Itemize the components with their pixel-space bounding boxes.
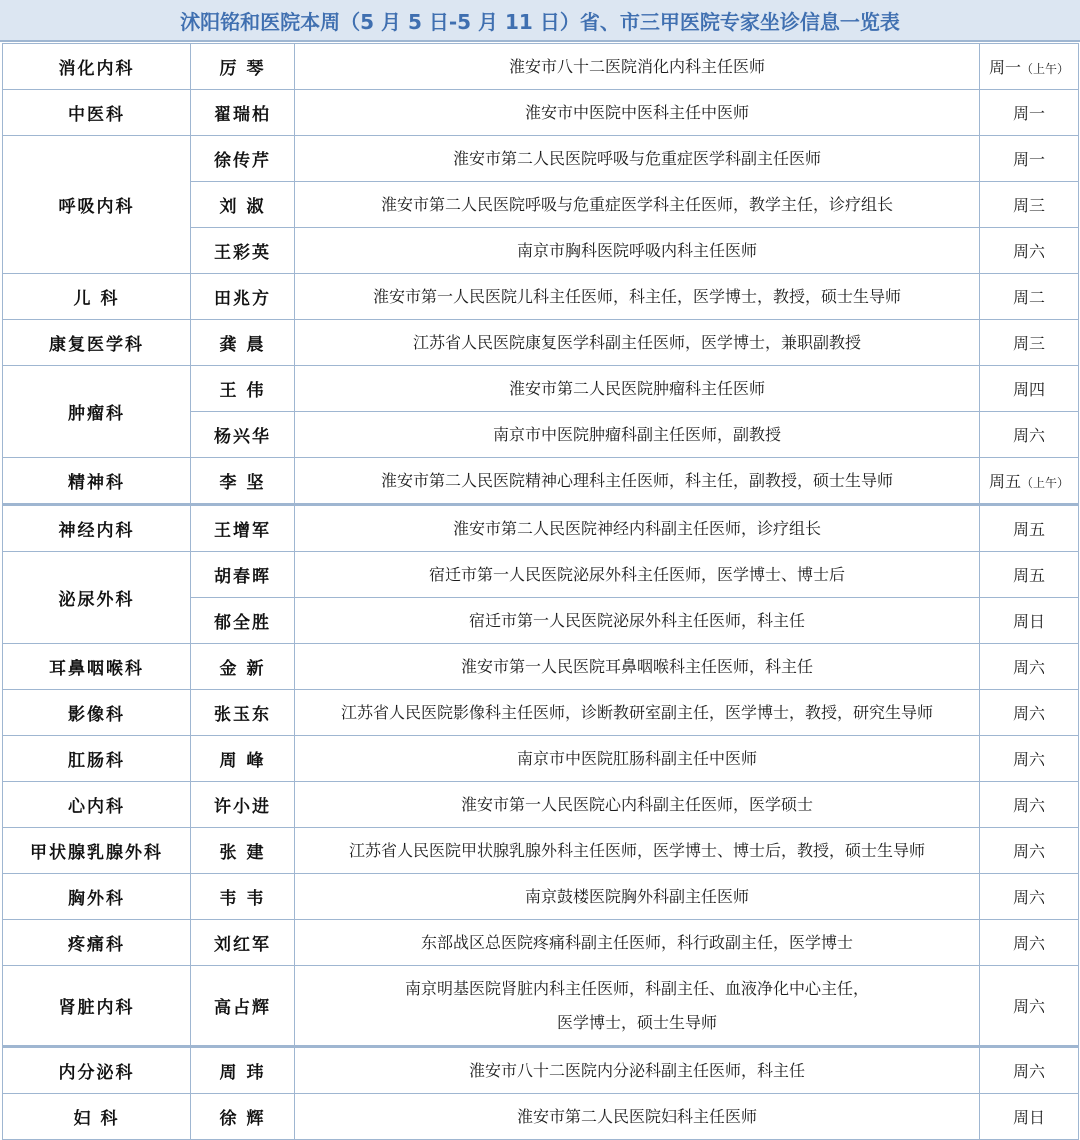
doctor-name: 张 建 xyxy=(191,828,295,874)
doctor-name: 王彩英 xyxy=(191,228,295,274)
doctor-title-line-1: 南京明基医院肾脏内科主任医师，科副主任、血液净化中心主任， xyxy=(404,978,869,998)
clinic-day: 周一 xyxy=(980,136,1079,182)
doctor-name: 徐传芹 xyxy=(191,136,295,182)
doctor-title: 江苏省人民医院康复医学科副主任医师，医学博士，兼职副教授 xyxy=(295,320,980,366)
clinic-day: 周六 xyxy=(980,644,1079,690)
doctor-name: 许小进 xyxy=(191,782,295,828)
doctor-title: 淮安市第二人民医院呼吸与危重症医学科主任医师，教学主任，诊疗组长 xyxy=(295,182,980,228)
doctor-name: 郁全胜 xyxy=(191,598,295,644)
table-row xyxy=(3,966,1079,1047)
table-row xyxy=(3,920,1079,966)
doctor-title: 淮安市第二人民医院呼吸与危重症医学科副主任医师 xyxy=(295,136,980,182)
doctor-name: 田兆方 xyxy=(191,274,295,320)
department-cell: 中医科 xyxy=(3,90,191,136)
doctor-title: 南京鼓楼医院胸外科副主任医师 xyxy=(295,874,980,920)
table-row xyxy=(3,320,1079,366)
clinic-day: 周六 xyxy=(980,782,1079,828)
table-row xyxy=(3,44,1079,90)
clinic-day: 周六 xyxy=(980,412,1079,458)
doctor-title: 南京市中医院肛肠科副主任中医师 xyxy=(295,736,980,782)
doctor-name: 周 玮 xyxy=(191,1047,295,1094)
department-cell: 神经内科 xyxy=(3,505,191,552)
doctor-title: 淮安市第二人民医院神经内科副主任医师，诊疗组长 xyxy=(295,505,980,552)
clinic-day: 周四 xyxy=(980,366,1079,412)
page-title: 沭阳铭和医院本周（5 月 5 日-5 月 11 日）省、市三甲医院专家坐诊信息一览表 xyxy=(0,0,1080,42)
clinic-day xyxy=(980,44,1079,90)
doctor-title: 淮安市中医院中医科主任中医师 xyxy=(295,90,980,136)
department-cell: 甲状腺乳腺外科 xyxy=(3,828,191,874)
clinic-day: 周日 xyxy=(980,598,1079,644)
department-cell: 肛肠科 xyxy=(3,736,191,782)
doctor-name: 厉 琴 xyxy=(191,44,295,90)
table-row xyxy=(3,136,1079,182)
clinic-day: 周三 xyxy=(980,182,1079,228)
table-row xyxy=(3,505,1079,552)
department-cell: 康复医学科 xyxy=(3,320,191,366)
clinic-day: 周三 xyxy=(980,320,1079,366)
doctor-name: 高占辉 xyxy=(191,966,295,1047)
doctor-title: 淮安市第一人民医院心内科副主任医师，医学硕士 xyxy=(295,782,980,828)
table-row xyxy=(3,1094,1079,1140)
clinic-day: 周六 xyxy=(980,966,1079,1047)
doctor-title: 淮安市第二人民医院妇科主任医师 xyxy=(295,1094,980,1140)
clinic-day-note: （上午） xyxy=(1021,62,1070,76)
department-cell: 内分泌科 xyxy=(3,1047,191,1094)
clinic-day-label: 周一 xyxy=(988,58,1021,77)
table-row xyxy=(3,458,1079,505)
doctor-title: 南京市中医院肿瘤科副主任医师，副教授 xyxy=(295,412,980,458)
doctor-title xyxy=(295,966,980,1047)
doctor-title: 淮安市第二人民医院精神心理科主任医师，科主任，副教授，硕士生导师 xyxy=(295,458,980,505)
doctor-title-line-2: 医学博士，硕士生导师 xyxy=(556,1012,717,1032)
department-cell: 胸外科 xyxy=(3,874,191,920)
department-cell: 儿 科 xyxy=(3,274,191,320)
table-row xyxy=(3,736,1079,782)
table-row xyxy=(3,552,1079,598)
clinic-day: 周一 xyxy=(980,90,1079,136)
table-row xyxy=(3,90,1079,136)
doctor-name: 金 新 xyxy=(191,644,295,690)
doctor-name: 徐 辉 xyxy=(191,1094,295,1140)
doctor-title: 南京市胸科医院呼吸内科主任医师 xyxy=(295,228,980,274)
table-row xyxy=(3,690,1079,736)
clinic-day xyxy=(980,458,1079,505)
department-cell: 妇 科 xyxy=(3,1094,191,1140)
doctor-name: 韦 韦 xyxy=(191,874,295,920)
clinic-day: 周六 xyxy=(980,228,1079,274)
table-row xyxy=(3,828,1079,874)
doctor-name: 翟瑞柏 xyxy=(191,90,295,136)
table-row xyxy=(3,274,1079,320)
department-cell: 肿瘤科 xyxy=(3,366,191,458)
table-row xyxy=(3,366,1079,412)
doctor-name: 龚 晨 xyxy=(191,320,295,366)
doctor-title: 淮安市八十二医院消化内科主任医师 xyxy=(295,44,980,90)
doctor-name: 刘红军 xyxy=(191,920,295,966)
schedule-table xyxy=(2,43,1079,1140)
table-row xyxy=(3,644,1079,690)
department-cell: 肾脏内科 xyxy=(3,966,191,1047)
clinic-day: 周五 xyxy=(980,505,1079,552)
clinic-day: 周六 xyxy=(980,1047,1079,1094)
department-cell: 呼吸内科 xyxy=(3,136,191,274)
doctor-title: 淮安市第一人民医院耳鼻咽喉科主任医师，科主任 xyxy=(295,644,980,690)
doctor-title: 淮安市八十二医院内分泌科副主任医师，科主任 xyxy=(295,1047,980,1094)
clinic-day: 周六 xyxy=(980,874,1079,920)
doctor-title: 东部战区总医院疼痛科副主任医师，科行政副主任，医学博士 xyxy=(295,920,980,966)
doctor-title: 淮安市第一人民医院儿科主任医师，科主任，医学博士，教授，硕士生导师 xyxy=(295,274,980,320)
clinic-day: 周六 xyxy=(980,828,1079,874)
doctor-title: 宿迁市第一人民医院泌尿外科主任医师，科主任 xyxy=(295,598,980,644)
doctor-name: 李 坚 xyxy=(191,458,295,505)
clinic-day: 周五 xyxy=(980,552,1079,598)
doctor-title: 江苏省人民医院影像科主任医师，诊断教研室副主任，医学博士，教授，研究生导师 xyxy=(295,690,980,736)
doctor-title: 江苏省人民医院甲状腺乳腺外科主任医师，医学博士、博士后，教授，硕士生导师 xyxy=(295,828,980,874)
department-cell: 消化内科 xyxy=(3,44,191,90)
department-cell: 疼痛科 xyxy=(3,920,191,966)
doctor-name: 周 峰 xyxy=(191,736,295,782)
doctor-name: 王增军 xyxy=(191,505,295,552)
clinic-day: 周六 xyxy=(980,690,1079,736)
doctor-name: 胡春晖 xyxy=(191,552,295,598)
doctor-name: 张玉东 xyxy=(191,690,295,736)
clinic-day: 周日 xyxy=(980,1094,1079,1140)
department-cell: 心内科 xyxy=(3,782,191,828)
table-row xyxy=(3,1047,1079,1094)
clinic-day: 周二 xyxy=(980,274,1079,320)
clinic-day-label: 周五 xyxy=(988,472,1021,491)
doctor-name: 王 伟 xyxy=(191,366,295,412)
doctor-title: 宿迁市第一人民医院泌尿外科主任医师，医学博士、博士后 xyxy=(295,552,980,598)
doctor-name: 杨兴华 xyxy=(191,412,295,458)
doctor-name: 刘 淑 xyxy=(191,182,295,228)
clinic-day: 周六 xyxy=(980,920,1079,966)
department-cell: 耳鼻咽喉科 xyxy=(3,644,191,690)
department-cell: 泌尿外科 xyxy=(3,552,191,644)
department-cell: 影像科 xyxy=(3,690,191,736)
department-cell: 精神科 xyxy=(3,458,191,505)
clinic-day: 周六 xyxy=(980,736,1079,782)
clinic-day-note: （上午） xyxy=(1021,476,1070,490)
table-row xyxy=(3,782,1079,828)
doctor-title: 淮安市第二人民医院肿瘤科主任医师 xyxy=(295,366,980,412)
table-row xyxy=(3,874,1079,920)
